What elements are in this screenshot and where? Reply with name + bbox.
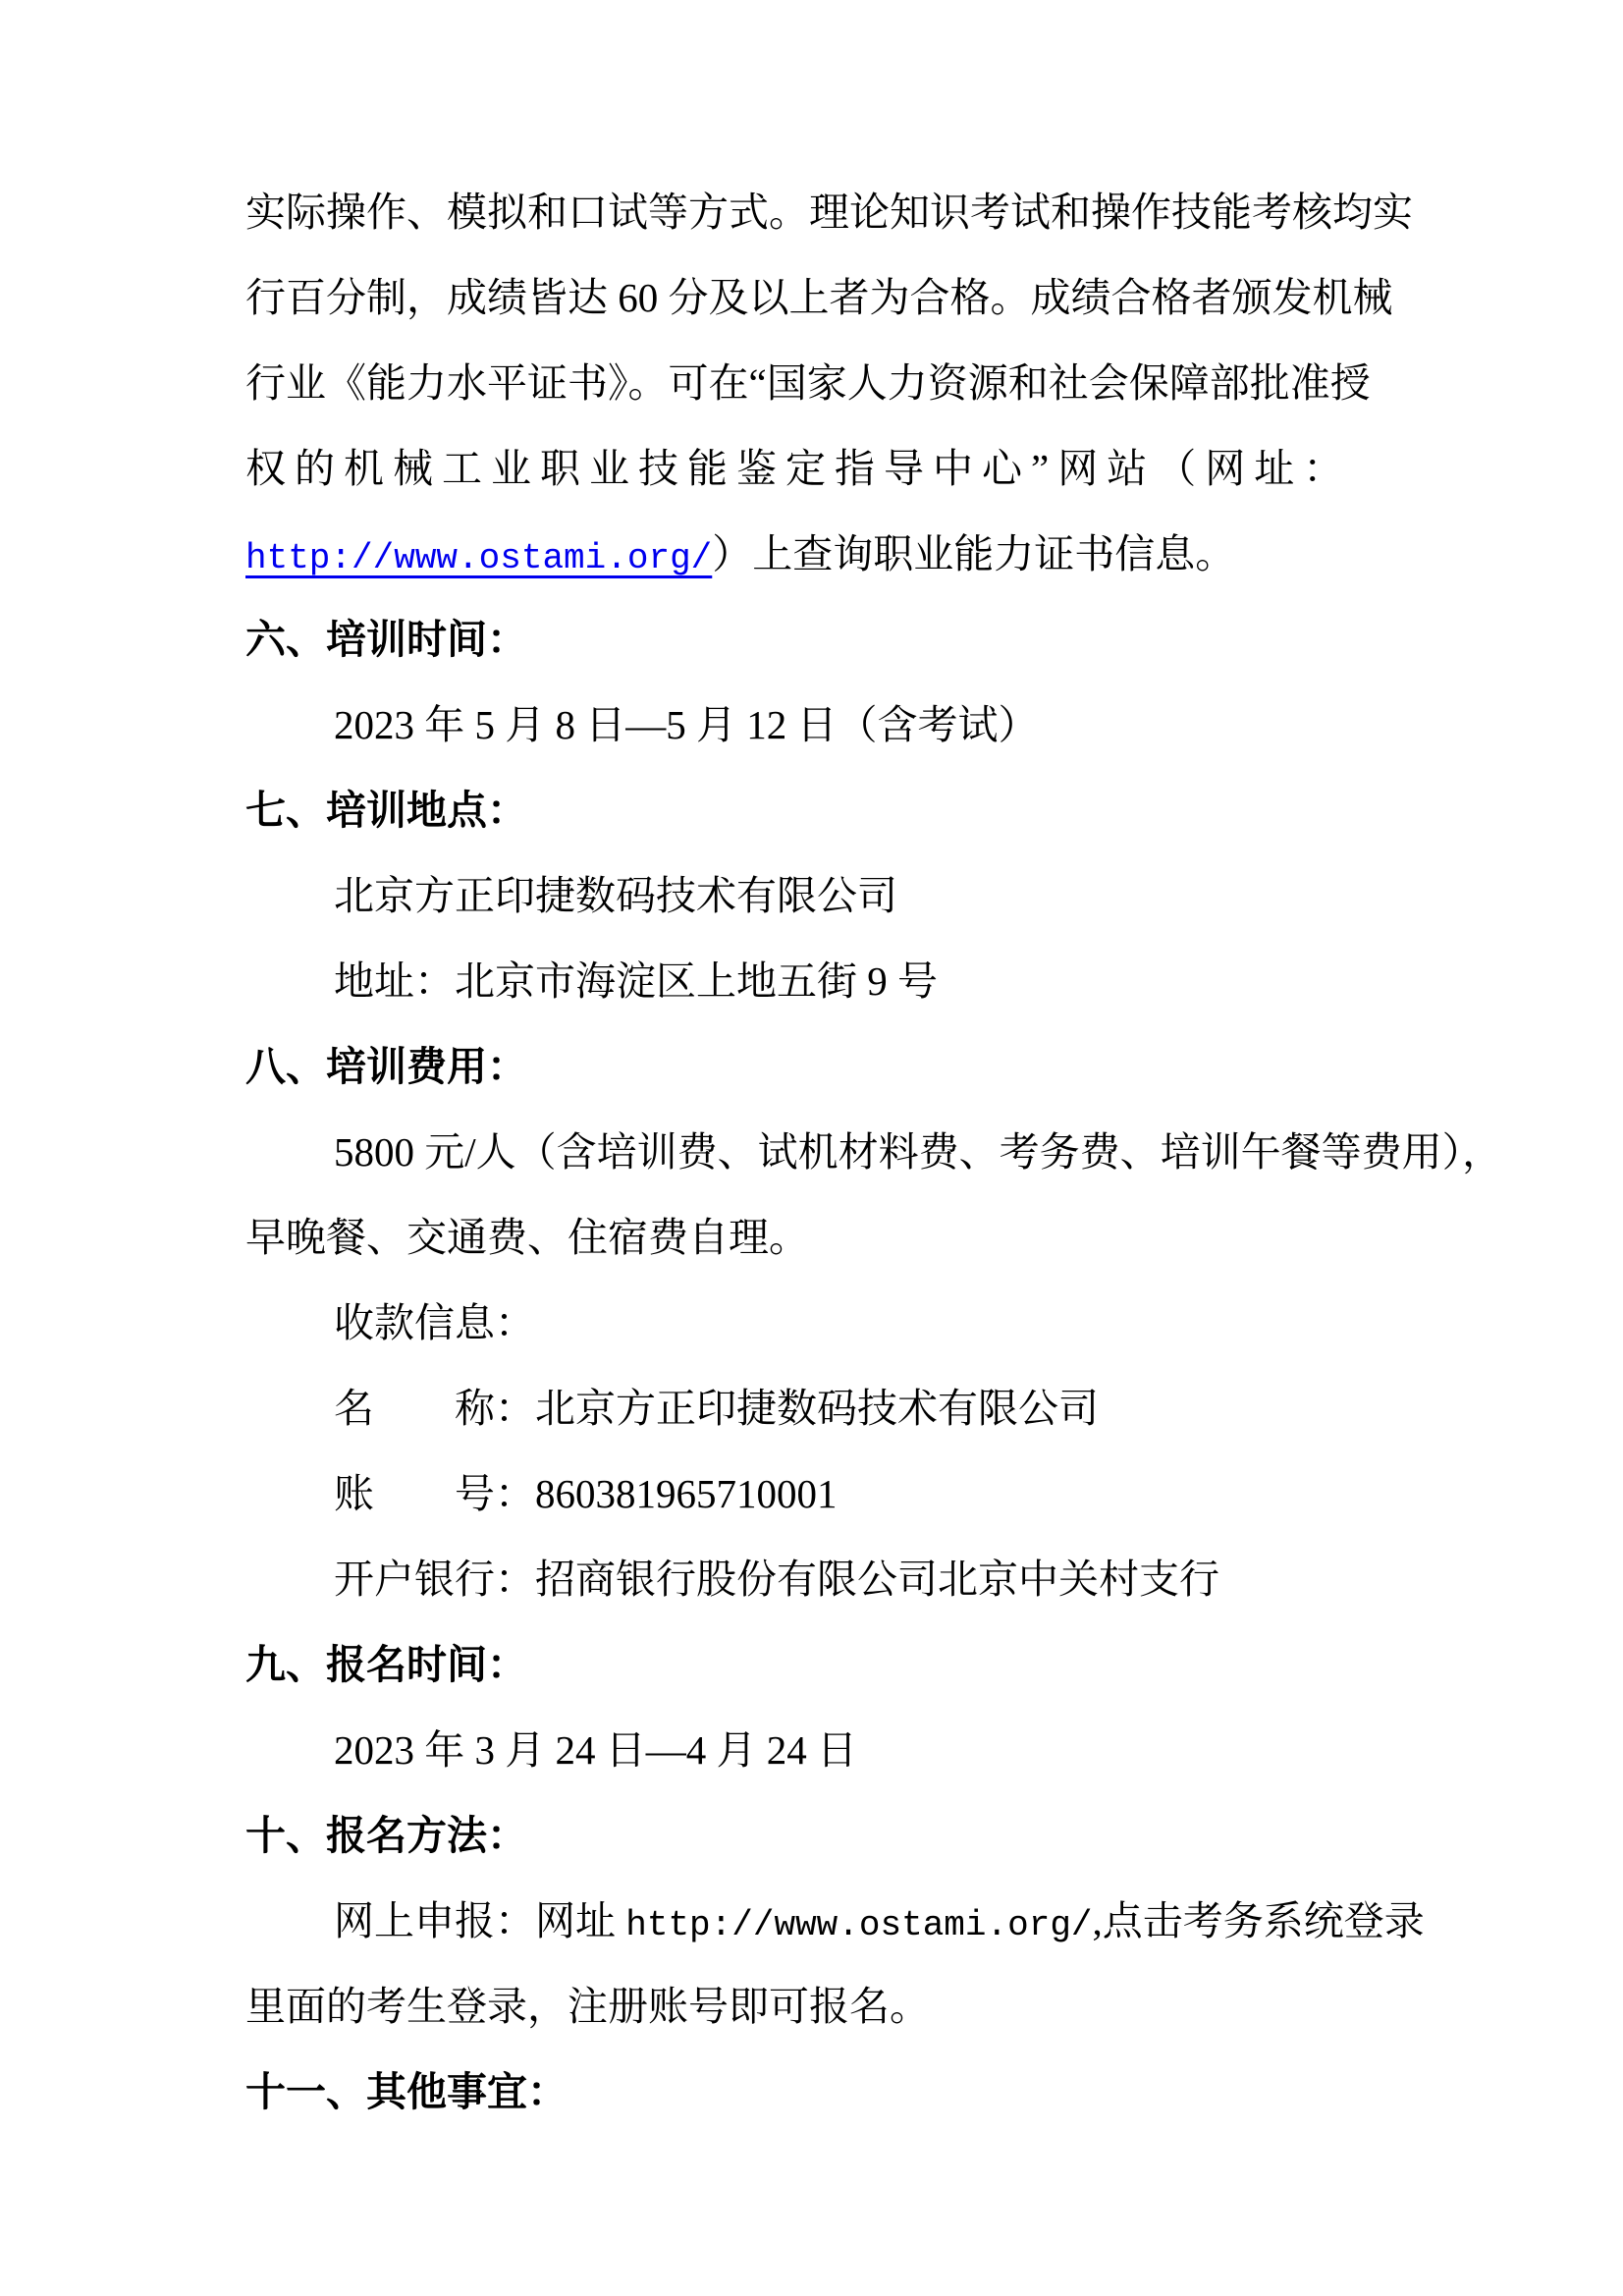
section-7-address: 地址：北京市海淀区上地五街 9 号 (334, 958, 938, 1004)
intro-line-5-tail: ）上查询职业能力证书信息。 (712, 531, 1236, 576)
section-9-registration-time: 2023 年 3 月 24 日—4 月 24 日 (334, 1727, 857, 1773)
section-10-body-1-prefix: 网上申报：网址 (334, 1898, 626, 1943)
section-7-heading: 七、培训地点： (245, 788, 527, 833)
section-10-body-1-suffix: ,点击考务系统登录 (1092, 1898, 1425, 1943)
section-6-heading: 六、培训时间： (245, 617, 527, 662)
section-8-payee-account-number: 账 号：860381965710001 (334, 1471, 838, 1516)
ostami-url-text: http://www.ostami.org/ (625, 1905, 1093, 1945)
section-8-payee-name: 名 称：北京方正印捷数码技术有限公司 (334, 1386, 1099, 1431)
section-8-fee-line-2: 早晚餐、交通费、住宿费自理。 (245, 1215, 809, 1260)
document-body (245, 170, 1503, 2135)
intro-line-1: 实际操作、模拟和口试等方式。理论知识考试和操作技能考核均实 (245, 190, 1413, 235)
section-6-training-time: 2023 年 5 月 8 日—5 月 12 日（含考试） (334, 702, 1039, 747)
intro-line-5 (245, 512, 1378, 597)
section-9-heading: 九、报名时间： (245, 1642, 527, 1687)
intro-line-2: 行百分制，成绩皆达 60 分及以上者为合格。成绩合格者颁发机械 (245, 275, 1393, 320)
section-10-body-1 (245, 1879, 1425, 1964)
section-7-company-name: 北京方正印捷数码技术有限公司 (334, 873, 897, 918)
section-10-body-2: 里面的考生登录，注册账号即可报名。 (245, 1984, 930, 2029)
ostami-hyperlink[interactable]: http://www.ostami.org/ (245, 538, 713, 578)
section-8-fee-line-1: 5800 元/人（含培训费、试机材料费、考务费、培训午餐等费用）， (334, 1129, 1503, 1175)
section-8-payee-info-title: 收款信息： (334, 1300, 535, 1345)
section-10-heading: 十、报名方法： (245, 1813, 527, 1858)
section-8-payee-bank: 开户银行：招商银行股份有限公司北京中关村支行 (334, 1557, 1219, 1602)
section-8-heading: 八、培训费用： (245, 1044, 527, 1089)
intro-line-3: 行业《能力水平证书》。可在“国家人力资源和社会保障部批准授 (245, 360, 1371, 406)
section-11-heading: 十一、其他事宜： (245, 2069, 568, 2114)
intro-line-4: 权的机械工业职业技能鉴定指导中心”网站（网址： (245, 446, 1353, 491)
